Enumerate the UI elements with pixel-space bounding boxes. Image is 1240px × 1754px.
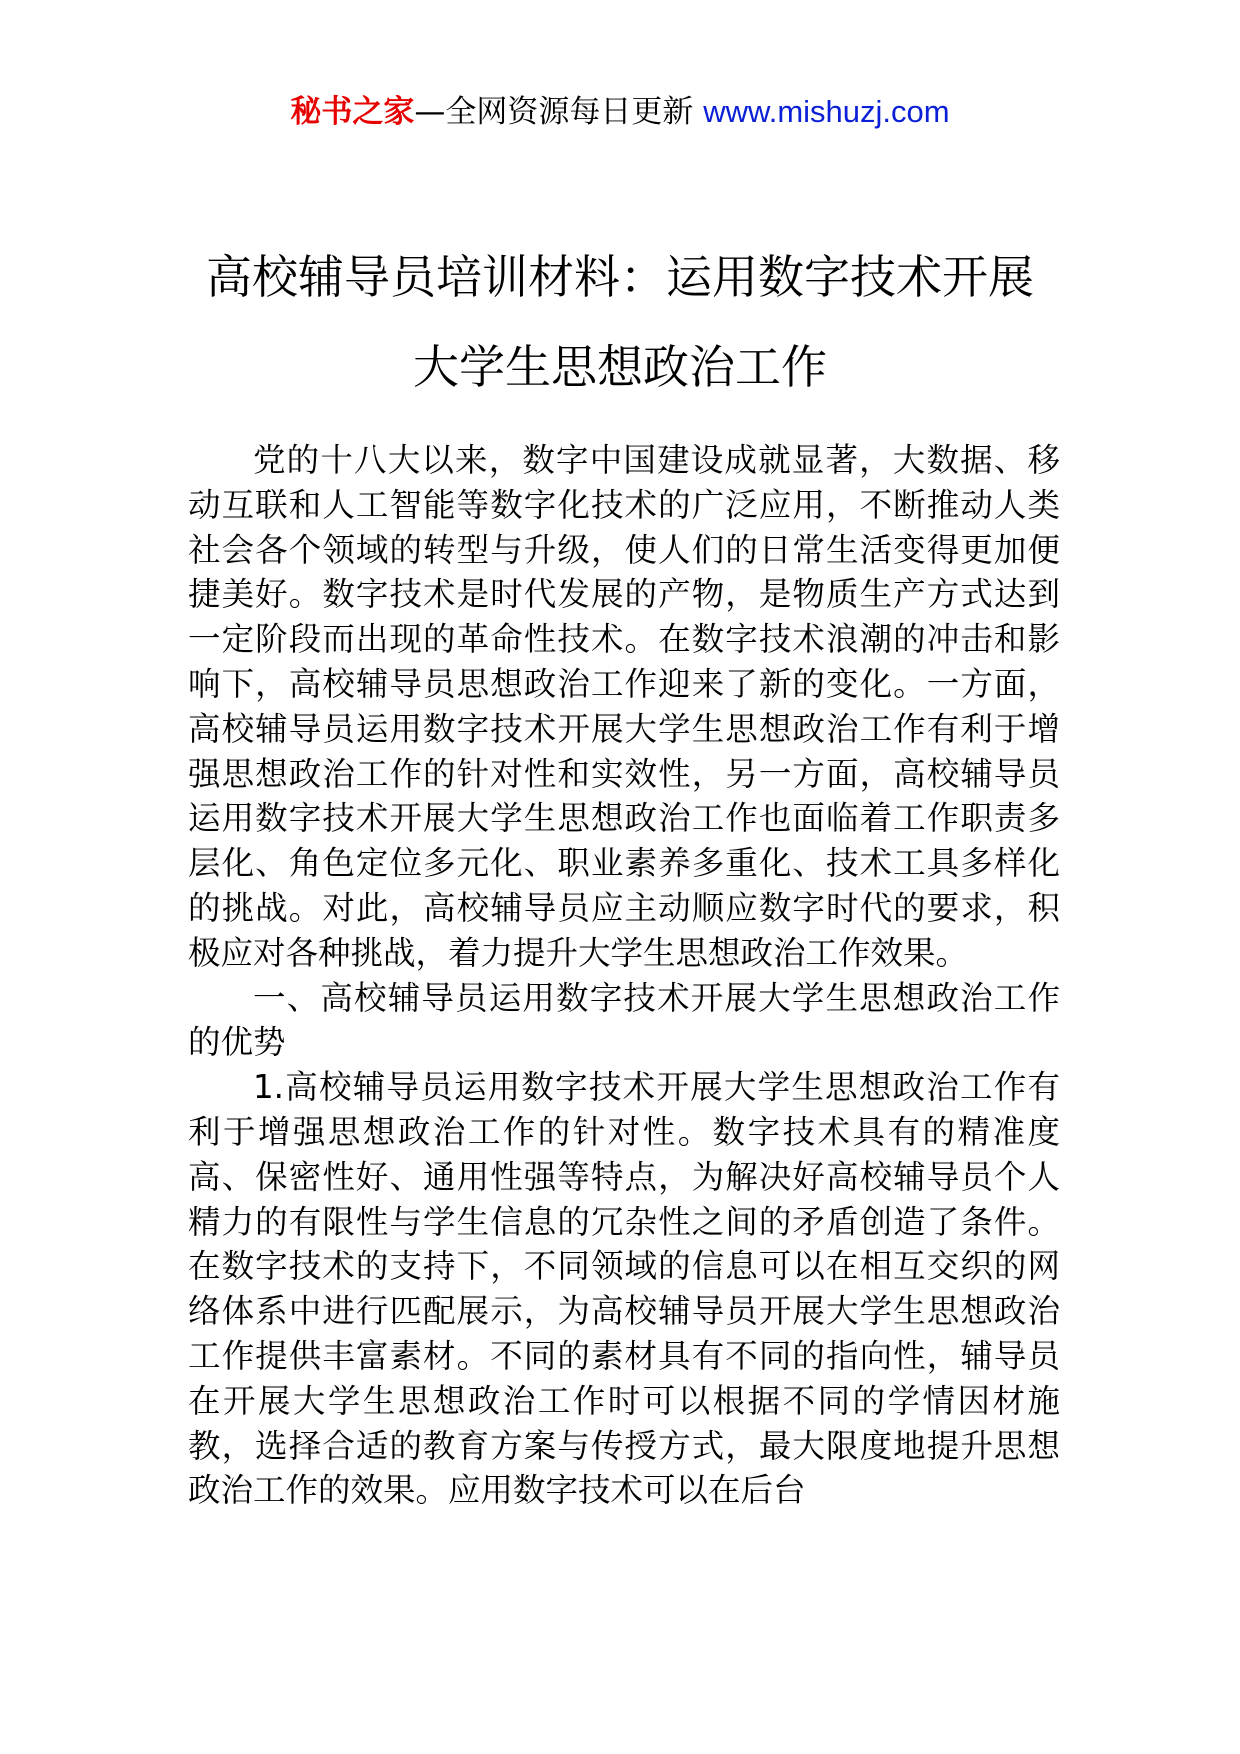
document-title xyxy=(0,232,1240,412)
site-brand: 秘书之家 xyxy=(290,94,415,130)
document-body xyxy=(188,438,1060,1513)
paragraph-intro: 党的十八大以来，数字中国建设成就显著，大数据、移动互联和人工智能等数字化技术的广泛应用，不断推动人类社会各个领域的转型与升级，使人们的日常生活变得更加便捷美好。数字技术是时代发展的产物，是物质生产方式达到一定阶段而出现的革命性技术。在数字技术浪潮的冲击和影响下，高校辅导员思想政治工作迎来了新的变化。一方面，高校辅导员运用数字技术开展大学生思想政治工作有利于增强思想政治工作的针对性和实效性，另一方面，高校辅导员运用数字技术开展大学生思想政治工作也面临着工作职责多层化、角色定位多元化、职业素养多重化、技术工具多样化的挑战。对此，高校辅导员应主动顺应数字时代的要求，积极应对各种挑战，着力提升大学生思想政治工作效果。 xyxy=(188,441,1060,972)
section-heading-1: 一、高校辅导员运用数字技术开展大学生思想政治工作的优势 xyxy=(188,978,1060,1062)
title-line-2: 大学生思想政治工作 xyxy=(413,340,827,394)
site-header xyxy=(0,92,1240,132)
site-tagline: —全网资源每日更新 xyxy=(414,94,694,130)
site-url-link[interactable]: www.mishuzj.com xyxy=(703,94,950,129)
paragraph-point-1: 1.高校辅导员运用数字技术开展大学生思想政治工作有利于增强思想政治工作的针对性。数字技术具有的精准度高、保密性好、通用性强等特点，为解决好高校辅导员个人精力的有限性与学生信息的冗杂性之间的矛盾创造了条件。在数字技术的支持下，不同领域的信息可以在相互交织的网络体系中进行匹配展示，为高校辅导员开展大学生思想政治工作提供丰富素材。不同的素材具有不同的指向性，辅导员在开展大学生思想政治工作时可以根据不同的学情因材施教，选择合适的教育方案与传授方式，最大限度地提升思想政治工作的效果。应用数字技术可以在后台 xyxy=(188,1068,1060,1510)
title-line-1: 高校辅导员培训材料：运用数字技术开展 xyxy=(206,250,1034,304)
